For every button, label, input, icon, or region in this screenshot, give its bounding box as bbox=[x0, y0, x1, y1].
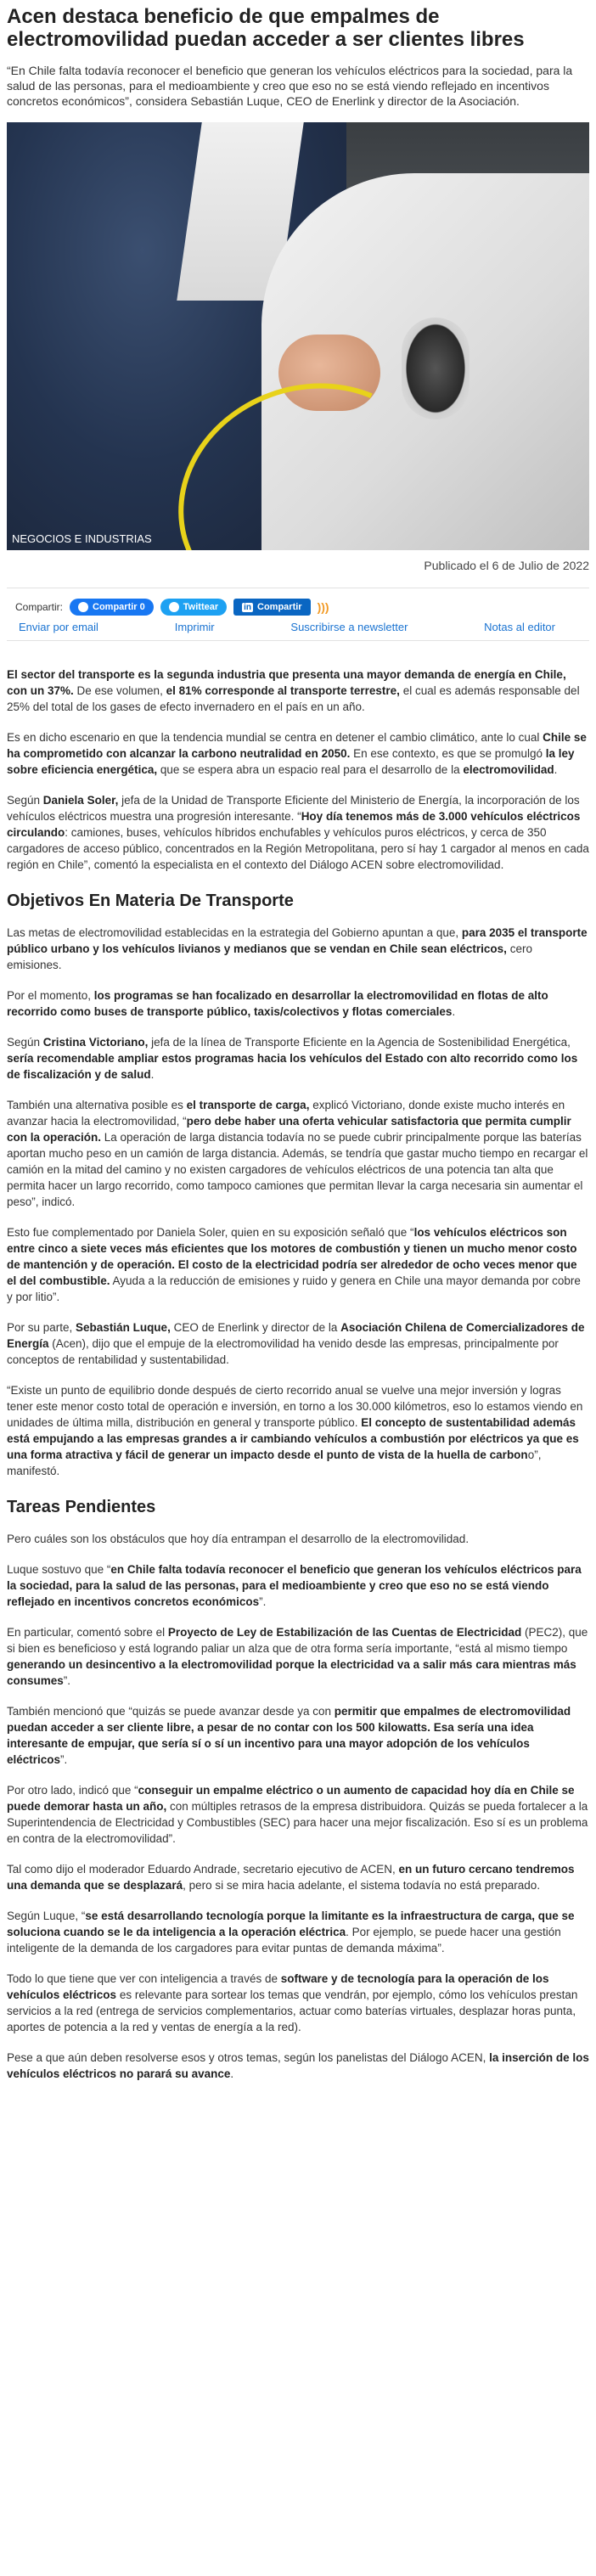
article-body bbox=[7, 666, 589, 2082]
twitter-share-label: Twittear bbox=[183, 602, 219, 612]
paragraph: El sector del transporte es la segunda industria que presenta una mayor demanda de energía en Chile, con un 37%. De ese volumen, el 81% corresponde al transporte terrestre, el cual es además responsable del 25% del total de los gases de efecto invernadero en el país en un año. bbox=[7, 668, 580, 713]
paragraph: También mencionó que “quizás se puede avanzar desde ya con permitir que empalmes de electromovilidad puedan acceder a ser cliente libre, a pesar de no contar con los 500 kilowatts. Esa sería una idea interesante de empujar, que sería sí o sí un incentivo para una mayor adopción de los vehículos eléctricos”. bbox=[7, 1705, 571, 1766]
paragraph: Por su parte, Sebastián Luque, CEO de Enerlink y director de la Asociación Chilena de Comercializadores de Energía (Acen), dijo que el empuje de la electromovilidad ha venido desde las empresas, principalmente por conceptos de rentabilidad y sustentabilidad. bbox=[7, 1321, 585, 1366]
section-heading: Objetivos En Materia De Transporte bbox=[7, 891, 294, 910]
paragraph: Las metas de electromovilidad establecidas en la estrategia del Gobierno apuntan a que, para 2035 el transporte público urbano y los vehículos livianos y medianos que se vendan en Chile sean eléctricos, cero emisiones. bbox=[7, 926, 588, 971]
twitter-icon bbox=[169, 602, 179, 612]
image-caption: NEGOCIOS E INDUSTRIAS bbox=[12, 532, 152, 545]
share-links bbox=[7, 616, 589, 641]
email-link[interactable]: Enviar por email bbox=[19, 621, 98, 633]
facebook-icon bbox=[78, 602, 88, 612]
linkedin-share-label: Compartir bbox=[257, 602, 302, 612]
paragraph: Por otro lado, indicó que “conseguir un empalme eléctrico o un aumento de capacidad hoy día en Chile se puede demorar hasta un año, con múltiples retrasos de la empresa distribuidora. Quizás se pueda fortalecer a la Superintendencia de Electricidad y Combustibles (SEC) para hacer una mejor fiscalización. Eso sí es un problema en contra de la electromovilidad”. bbox=[7, 1784, 588, 1845]
twitter-share-button[interactable] bbox=[160, 599, 227, 616]
linkedin-share-button[interactable] bbox=[233, 599, 310, 616]
editor-notes-link[interactable]: Notas al editor bbox=[484, 621, 555, 633]
article-lead: “En Chile falta todavía reconocer el beneficio que generan los vehículos eléctricos para la sociedad, para la salud de las personas, para el medioambiente y creo que eso no se está viendo reflejado en incentivos concretos económicos”, considera Sebastián Luque, CEO de Enerlink y director de la Asociación. bbox=[7, 64, 573, 108]
published-date: Publicado el 6 de Julio de 2022 bbox=[424, 559, 589, 572]
facebook-share-label: Compartir 0 bbox=[93, 602, 145, 612]
paragraph: Pero cuáles son los obstáculos que hoy día entrampan el desarrollo de la electromovilidad. bbox=[7, 1533, 469, 1545]
linkedin-icon: in bbox=[244, 602, 252, 612]
paragraph: Todo lo que tiene que ver con inteligencia a través de software y de tecnología para la operación de los vehículos eléctricos es relevante para sortear los temas que vendrán, por ejemplo, cómo los vehículos prestan servicios a la red (entrega de servicios complementarios, actuar como baterías virtuales, desplazar horas punta, aportes de potencia a la red y ventas de energía a la red). bbox=[7, 1972, 578, 2033]
paragraph: Esto fue complementado por Daniela Soler, quien en su exposición señaló que “los vehículos eléctricos son entre cinco a siete veces más eficientes que los motores de combustión y tienen un mucho menor costo de mantención y de operación. El costo de la electricidad podría ser alrededor de ocho veces menor que el del combustible. Ayuda a la reducción de emisiones y ruido y genera en Chile una mayor demanda por cobre y por litio”. bbox=[7, 1226, 581, 1303]
paragraph: Luque sostuvo que “en Chile falta todavía reconocer el beneficio que generan los vehículos eléctricos para la sociedad, para la salud de las personas, para el medioambiente y creo que eso no se está viendo reflejado en incentivos concretos económicos”. bbox=[7, 1563, 582, 1608]
paragraph: Según Daniela Soler, jefa de la Unidad de Transporte Eficiente del Ministerio de Energía, la incorporación de los vehículos eléctricos muestra una progresión interesante. “Hoy día tenemos más de 3.000 vehículos eléctricos circulando: camiones, buses, vehículos híbridos enchufables y vehículos puros eléctricos, y cerca de 350 cargadores de acceso público, concentrados en la Región Metropolitana, pero sí hay 1 cargador al menos en cada región en Chile”, comentó la especialista en el contexto del Diálogo ACEN sobre electromovilidad. bbox=[7, 794, 589, 871]
print-link[interactable]: Imprimir bbox=[174, 621, 215, 633]
paragraph: Pese a que aún deben resolverse esos y otros temas, según los panelistas del Diálogo ACEN, la inserción de los vehículos eléctricos no parará su avance. bbox=[7, 2051, 589, 2080]
paragraph: Por el momento, los programas se han focalizado en desarrollar la electromovilidad en flotas de alto recorrido como buses de transporte público, taxis/colectivos y flotas comerciales. bbox=[7, 989, 548, 1018]
newsletter-link[interactable]: Suscribirse a newsletter bbox=[290, 621, 408, 633]
paragraph: Es en dicho escenario en que la tendencia mundial se centra en detener el cambio climático, ante lo cual Chile se ha comprometido con alcanzar la carbono neutralidad en 2050. En ese contexto, es que se promulgó la ley sobre eficiencia energética, que se espera abra un espacio real para el desarrollo de la electromovilidad. bbox=[7, 731, 587, 776]
share-bar bbox=[7, 588, 589, 641]
paragraph: Según Cristina Victoriano, jefa de la línea de Transporte Eficiente en la Agencia de Sostenibilidad Energética, sería recomendable ampliar estos programas hacia los vehículos del Estado con alto recorrido como los de fiscalización y de salud. bbox=[7, 1036, 578, 1081]
image-charging-port bbox=[402, 318, 469, 419]
section-heading: Tareas Pendientes bbox=[7, 1498, 156, 1516]
share-label: Compartir: bbox=[15, 601, 64, 613]
paragraph: En particular, comentó sobre el Proyecto de Ley de Estabilización de las Cuentas de Electricidad (PEC2), que si bien es beneficioso y está logrando paliar un alza que de otra forma sería importante, “está al mismo tiempo generando un desincentivo a la electromovilidad porque la electricidad va a salir más cara mientras más consumes”. bbox=[7, 1626, 588, 1687]
paragraph: También una alternativa posible es el transporte de carga, explicó Victoriano, donde existe mucho interés en avanzar hacia la electromovilidad, “pero debe haber una oferta vehicular satisfactoria que permita cumplir con la operación. La operación de larga distancia todavía no se puede cubrir principalmente porque las baterías aportan mucho peso en un camión de larga distancia. Además, se tendría que gastar mucho tiempo en recargar el camión en la mitad del camino y no existen cargadores de vehículos eléctricos de una potencia tan alta que permita hacer un largo recorrido, como tampoco camiones que permitan llevar la carga necesaria sin aumentar el peso”, indicó. bbox=[7, 1099, 588, 1208]
article-title: Acen destaca beneficio de que empalmes de electromovilidad puedan acceder a ser clientes libres bbox=[7, 5, 525, 51]
rss-icon[interactable]: ))) bbox=[317, 600, 329, 614]
paragraph: “Existe un punto de equilibrio donde después de cierto recorrido anual se vuelve una mejor inversión y logras tener este menor costo total de operación e inversión, en torno a los 30.000 kilómetros, eso lo estamos viendo en unidades de última milla, distribución en general y transporte público. El concepto de sustentabilidad además está empujando a las empresas grandes a ir cambiando vehículos a combustión por eléctricos ya que es una forma atractiva y fácil de generar un impacto desde el punto de vista de la huella de carbono”, manifestó. bbox=[7, 1384, 583, 1477]
article-image bbox=[7, 122, 589, 550]
paragraph: Tal como dijo el moderador Eduardo Andrade, secretario ejecutivo de ACEN, en un futuro cercano tendremos una demanda que se desplazará, pero si se mira hacia adelante, el sistema todavía no está preparado. bbox=[7, 1863, 575, 1892]
paragraph: Según Luque, “se está desarrollando tecnología porque la limitante es la infraestructura de carga, que se soluciona cuando se le da inteligencia a la operación eléctrica. Por ejemplo, se puede hacer una gestión inteligente de la demanda de los cargadores para evitar puntas de demanda máxima”. bbox=[7, 1910, 575, 1954]
facebook-share-button[interactable] bbox=[70, 599, 154, 616]
